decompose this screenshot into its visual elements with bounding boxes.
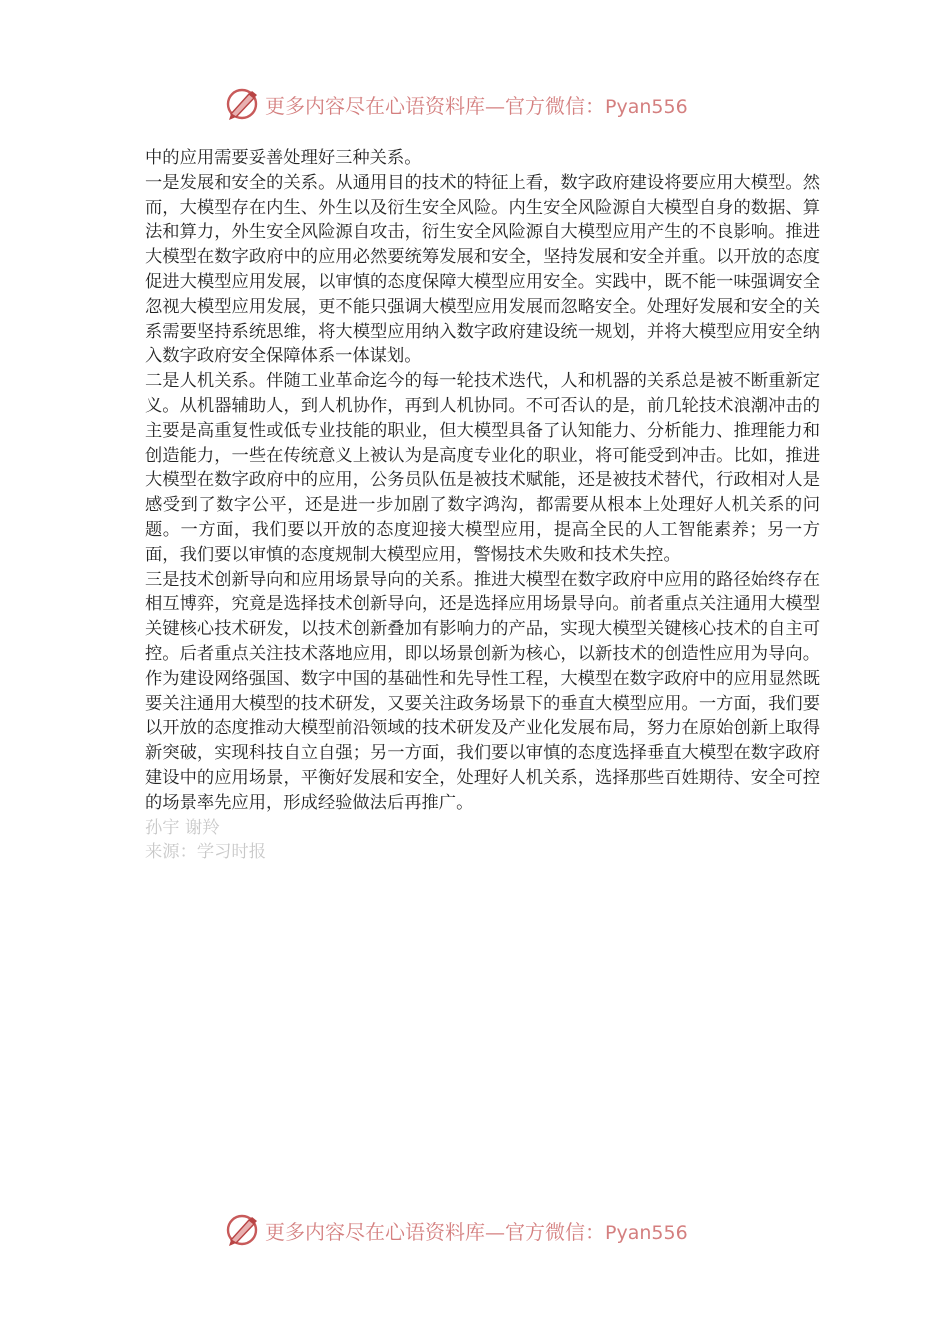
footer-banner-label: 更多内容尽在心语资料库—官方微信： <box>265 1219 605 1244</box>
article-authors: 孙宇 谢羚 <box>145 817 220 838</box>
paragraph-development-security: 一是发展和安全的关系。从通用目的技术的特征上看，数字政府建设将要应用大模型。然而，大模型存在内生、外生以及衍生安全风险。内生安全风险源自大模型自身的数据、算法和算力，外生安全风险源自攻击，衍生安全风险源自大模型应用产生的不良影响。推进大模型在数字政府中的应用必然要统筹发展和安全，坚持发展和安全并重。以开放的态度促进大模型应用发展，以审慎的态度保障大模型应用安全。实践中，既不能一味强调安全忽视大模型应用发展，更不能只强调大模型应用发展而忽略安全。处理好发展和安全的关系需要坚持系统思维，将大模型应用纳入数字政府建设统一规划，并将大模型应用安全纳入数字政府安全保障体系一体谋划。 <box>145 172 820 367</box>
header-banner-label: 更多内容尽在心语资料库—官方微信： <box>265 93 605 118</box>
paragraph-intro: 中的应用需要妥善处理好三种关系。 <box>145 148 422 168</box>
header-banner-text <box>265 90 688 119</box>
article-source: 来源：学习时报 <box>145 842 266 863</box>
header-banner <box>225 84 745 124</box>
paragraph-innovation-scenario: 三是技术创新导向和应用场景导向的关系。推进大模型在数字政府中应用的路径始终存在相互博弈，究竟是选择技术创新导向，还是选择应用场景导向。前者重点关注通用大模型关键核心技术研发，以技术创新叠加有影响力的产品，实现大模型关键核心技术的自主可控。后者重点关注技术落地应用，即以场景创新为核心，以新技术的创造性应用为导向。作为建设网络强国、数字中国的基础性和先导性工程，大模型在数字政府中的应用显然既要关注通用大模型的技术研发，又要关注政务场景下的垂直大模型应用。一方面，我们要以开放的态度推动大模型前沿领域的技术研发及产业化发展布局，努力在原始创新上取得新突破，实现科技自立自强；另一方面，我们要以审慎的态度选择垂直大模型在数字政府建设中的应用场景，平衡好发展和安全，处理好人机关系，选择那些百姓期待、安全可控的场景率先应用，形成经验做法后再推广。 <box>145 569 820 813</box>
footer-banner-text <box>265 1216 688 1245</box>
paragraph-human-machine: 二是人机关系。伴随工业革命迄今的每一轮技术迭代，人和机器的关系总是被不断重新定义。从机器辅助人，到人机协作，再到人机协同。不可否认的是，前几轮技术浪潮冲击的主要是高重复性或低专业技能的职业，但大模型具备了认知能力、分析能力、推理能力和创造能力，一些在传统意义上被认为是高度专业化的职业，将可能受到冲击。比如，推进大模型在数字政府中的应用，公务员队伍是被技术赋能，还是被技术替代，行政相对人是感受到了数字公平，还是进一步加剧了数字鸿沟，都需要从根本上处理好人机关系的问题。一方面，我们要以开放的态度迎接大模型应用，提高全民的人工智能素养；另一方面，我们要以审慎的态度规制大模型应用，警惕技术失败和技术失控。 <box>145 371 820 565</box>
footer-banner <box>225 1210 745 1250</box>
article-body <box>145 146 820 865</box>
footer-wechat-id: Pyan556 <box>605 1221 688 1244</box>
pen-circle-icon <box>225 1212 261 1248</box>
header-wechat-id: Pyan556 <box>605 95 688 118</box>
pen-circle-icon <box>225 86 261 122</box>
